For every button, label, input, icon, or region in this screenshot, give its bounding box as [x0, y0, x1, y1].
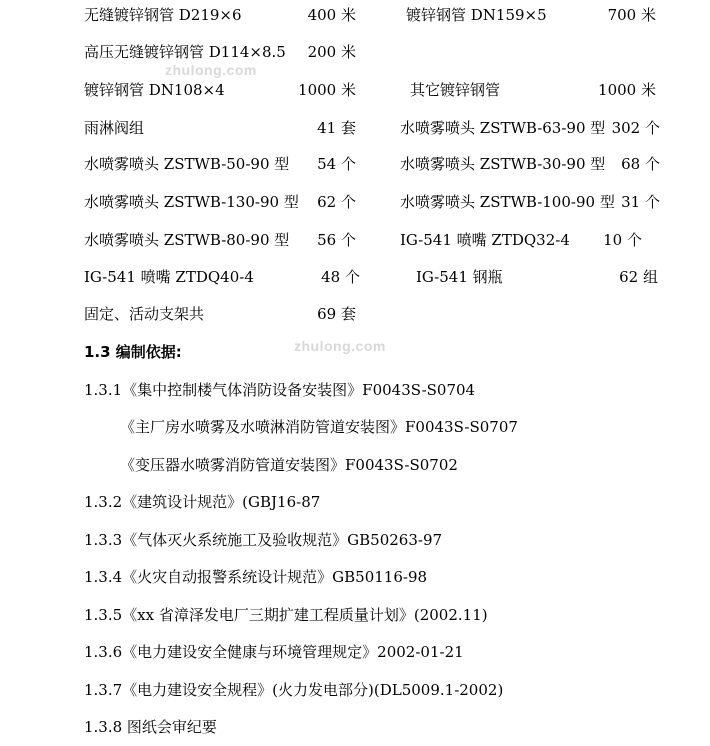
basis-text: 1.3.2《建筑设计规范》(GBJ16-87 — [84, 493, 321, 511]
material-name: 固定、活动支架共 — [84, 305, 205, 323]
material-name: 镀锌钢管 DN108×4 — [84, 81, 225, 99]
material-name: 水喷雾喷头 ZSTWB-63-90 型 — [400, 119, 606, 137]
basis-item — [0, 678, 710, 702]
material-qty: 10 个 — [603, 231, 642, 249]
basis-item — [0, 603, 710, 627]
material-name: 水喷雾喷头 ZSTWB-130-90 型 — [84, 193, 299, 211]
material-name: IG-541 钢瓶 — [416, 268, 503, 286]
basis-text: 1.3.6《电力建设安全健康与环境管理规定》2002-01-21 — [84, 643, 464, 661]
material-row — [0, 152, 710, 176]
material-row — [0, 78, 710, 102]
basis-text: 1.3.4《火灾自动报警系统设计规范》GB50116-98 — [84, 568, 428, 586]
material-qty: 41 套 — [317, 119, 356, 137]
basis-item — [0, 378, 710, 402]
basis-text: 1.3.1《集中控制楼气体消防设备安装图》F0043S-S0704 — [84, 381, 476, 399]
basis-text: 1.3.3《气体灭火系统施工及验收规范》GB50263-97 — [84, 531, 443, 549]
material-name: 镀锌钢管 DN159×5 — [406, 6, 547, 24]
basis-item — [0, 415, 710, 439]
material-name: 高压无缝镀锌钢管 D114×8.5 — [84, 43, 286, 61]
basis-text: 《变压器水喷雾消防管道安装图》F0043S-S0702 — [120, 456, 458, 474]
material-name: 水喷雾喷头 ZSTWB-80-90 型 — [84, 231, 290, 249]
basis-text: 1.3.8 图纸会审纪要 — [84, 718, 217, 736]
material-row — [0, 265, 710, 289]
material-qty: 302 个 — [611, 119, 660, 137]
material-qty: 200 米 — [307, 43, 356, 61]
material-row — [0, 228, 710, 252]
material-name: IG-541 喷嘴 ZTDQ40-4 — [84, 268, 254, 286]
material-name: 水喷雾喷头 ZSTWB-50-90 型 — [84, 155, 290, 173]
material-qty: 62 个 — [317, 193, 356, 211]
material-qty: 62 组 — [619, 268, 658, 286]
basis-item — [0, 715, 710, 739]
material-qty: 69 套 — [317, 305, 356, 323]
material-qty: 400 米 — [307, 6, 356, 24]
material-row — [0, 40, 710, 64]
basis-text: 1.3.7《电力建设安全规程》(火力发电部分)(DL5009.1-2002) — [84, 681, 504, 699]
basis-item — [0, 528, 710, 552]
material-qty: 48 个 — [321, 268, 360, 286]
basis-item — [0, 565, 710, 589]
section-heading-text: 1.3 编制依据: — [84, 343, 182, 361]
material-name: 雨淋阀组 — [84, 119, 145, 137]
material-row — [0, 116, 710, 140]
material-row — [0, 190, 710, 214]
material-name: 无缝镀锌钢管 D219×6 — [84, 6, 242, 24]
basis-item — [0, 453, 710, 477]
watermark: zhulong.com — [165, 62, 257, 78]
basis-text: 1.3.5《xx 省漳泽发电厂三期扩建工程质量计划》(2002.11) — [84, 606, 488, 624]
material-qty: 700 米 — [607, 6, 656, 24]
material-row — [0, 302, 710, 326]
material-qty: 1000 米 — [598, 81, 656, 99]
material-row — [0, 3, 710, 27]
material-qty: 31 个 — [621, 193, 660, 211]
basis-text: 《主厂房水喷雾及水喷淋消防管道安装图》F0043S-S0707 — [120, 418, 518, 436]
basis-item — [0, 640, 710, 664]
basis-item — [0, 490, 710, 514]
material-name: IG-541 喷嘴 ZTDQ32-4 — [400, 231, 570, 249]
material-name: 水喷雾喷头 ZSTWB-100-90 型 — [400, 193, 615, 211]
material-qty: 1000 米 — [298, 81, 356, 99]
watermark: zhulong.com — [294, 338, 386, 354]
material-qty: 68 个 — [621, 155, 660, 173]
material-qty: 56 个 — [317, 231, 356, 249]
material-qty: 54 个 — [317, 155, 356, 173]
material-name: 其它镀锌钢管 — [410, 81, 501, 99]
material-name: 水喷雾喷头 ZSTWB-30-90 型 — [400, 155, 606, 173]
